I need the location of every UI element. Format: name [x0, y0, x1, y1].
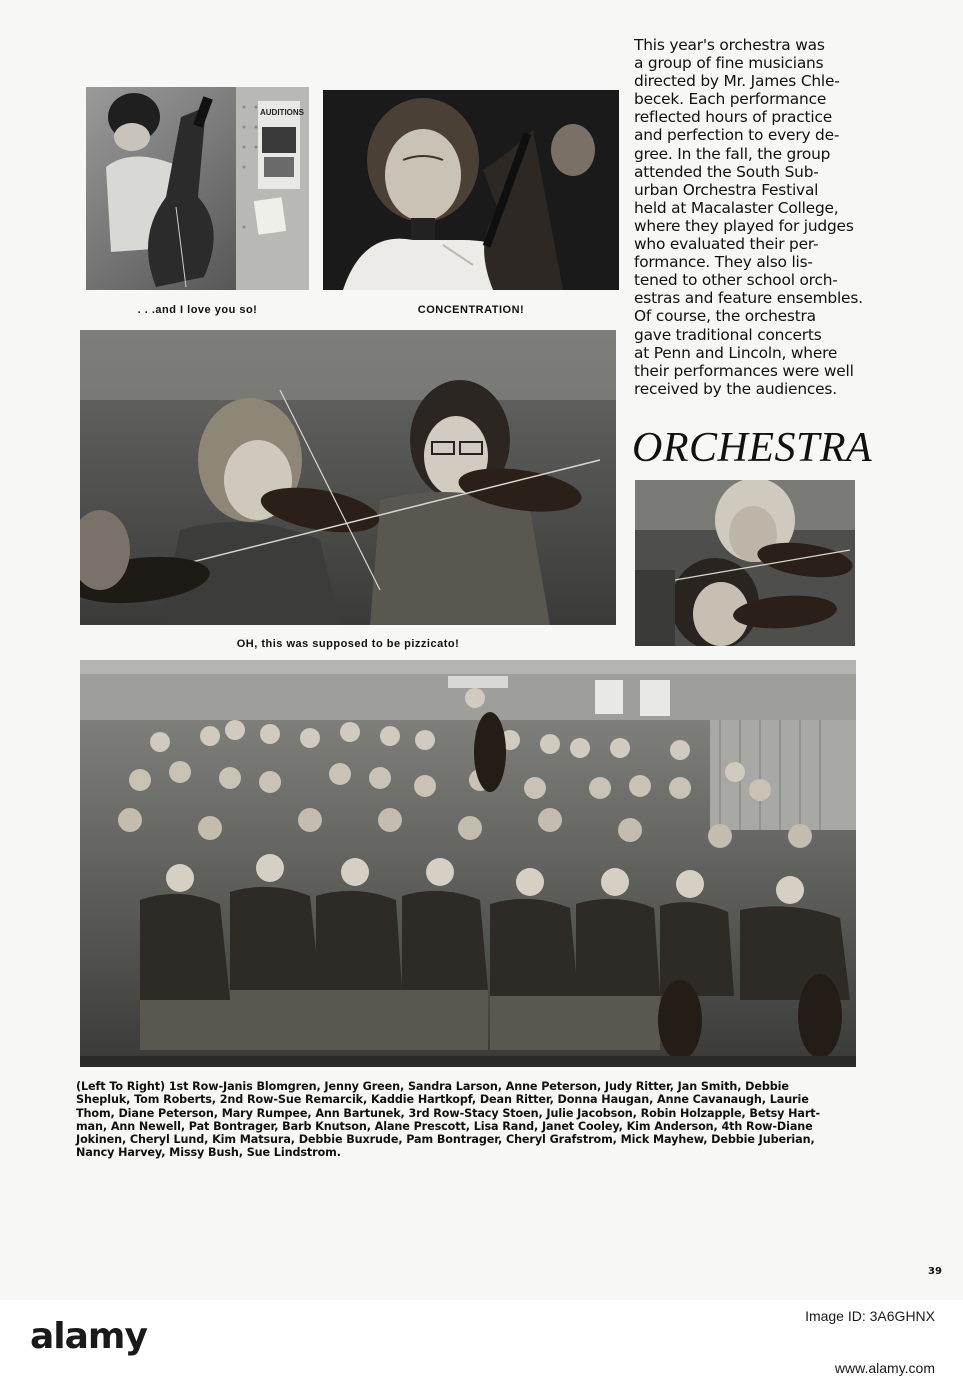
intro-line: at Penn and Lincoln, where [634, 343, 838, 362]
intro-line: their performances were well [634, 361, 854, 380]
intro-line: who evaluated their per- [634, 235, 819, 254]
intro-line: formance. They also lis- [634, 253, 813, 272]
intro-line: gave traditional concerts [634, 325, 822, 344]
names-line: Thom, Diane Peterson, Mary Rumpee, Ann Bartunek, 3rd Row-Stacy Stoen, Julie Jacobson, Robin Holzapple, Betsy Hart- [76, 1106, 821, 1120]
audition-sign: AUDITIONS [260, 108, 304, 117]
page-title: ORCHESTRA [632, 425, 873, 471]
names-line: Nancy Harvey, Missy Bush, Sue Lindstrom. [76, 1146, 341, 1160]
source-url[interactable]: www.alamy.com [834, 1360, 935, 1376]
intro-line: reflected hours of practice [634, 108, 832, 127]
intro-line: attended the South Sub- [634, 162, 819, 181]
intro-line: gree. In the fall, the group [634, 144, 831, 163]
intro-line: becek. Each performance [634, 90, 827, 109]
names-line: (Left To Right) 1st Row-Janis Blomgren, Jenny Green, Sandra Larson, Anne Peterson, Judy Ritter, Jan Smith, Debbie [76, 1080, 789, 1093]
photo-bass-player [86, 87, 309, 290]
intro-line: estras and feature ensembles. [634, 289, 863, 308]
photo-violinists [80, 330, 616, 625]
caption-violinists: OH, this was supposed to be pizzicato! [236, 638, 460, 650]
intro-line: Of course, the orchestra [634, 307, 816, 326]
intro-line: directed by Mr. James Chle- [634, 72, 840, 91]
intro-line: tened to other school orch- [634, 271, 838, 290]
group-names-caption [76, 1080, 876, 1160]
intro-line: received by the audiences. [634, 379, 837, 398]
caption-cellist: CONCENTRATION! [417, 304, 525, 316]
intro-line: and perfection to every de- [634, 126, 840, 145]
photo-cellist [323, 90, 619, 290]
intro-line: a group of fine musicians [634, 54, 824, 73]
photo-small-violinists [635, 480, 855, 646]
intro-line: held at Macalaster College, [634, 198, 839, 217]
image-id: Image ID: 3A6GHNX [805, 1308, 935, 1324]
page-number: 39 [928, 1266, 942, 1277]
intro-line: This year's orchestra was [634, 36, 825, 54]
intro-line: where they played for judges [634, 216, 854, 235]
caption-bass-player: . . .and I love you so! [137, 304, 258, 316]
names-line: Shepluk, Tom Roberts, 2nd Row-Sue Remarcik, Kaddie Hartkopf, Dean Ritter, Donna Haugan, Anne Cavanaugh, Laurie [76, 1093, 809, 1107]
names-line: Jokinen, Cheryl Lund, Kim Matsura, Debbie Buxrude, Pam Bontrager, Cheryl Grafstrom, Mick Mayhew, Debbie Juberian, [76, 1133, 815, 1147]
names-line: man, Ann Newell, Pat Bontrager, Barb Knutson, Alane Prescott, Lisa Rand, Janet Cooley, Kim Anderson, 4th Row-Diane [76, 1119, 813, 1133]
alamy-logo[interactable]: alamy [30, 1316, 147, 1357]
intro-paragraph [634, 36, 934, 398]
photo-group [80, 660, 856, 1067]
intro-line: urban Orchestra Festival [634, 180, 819, 199]
